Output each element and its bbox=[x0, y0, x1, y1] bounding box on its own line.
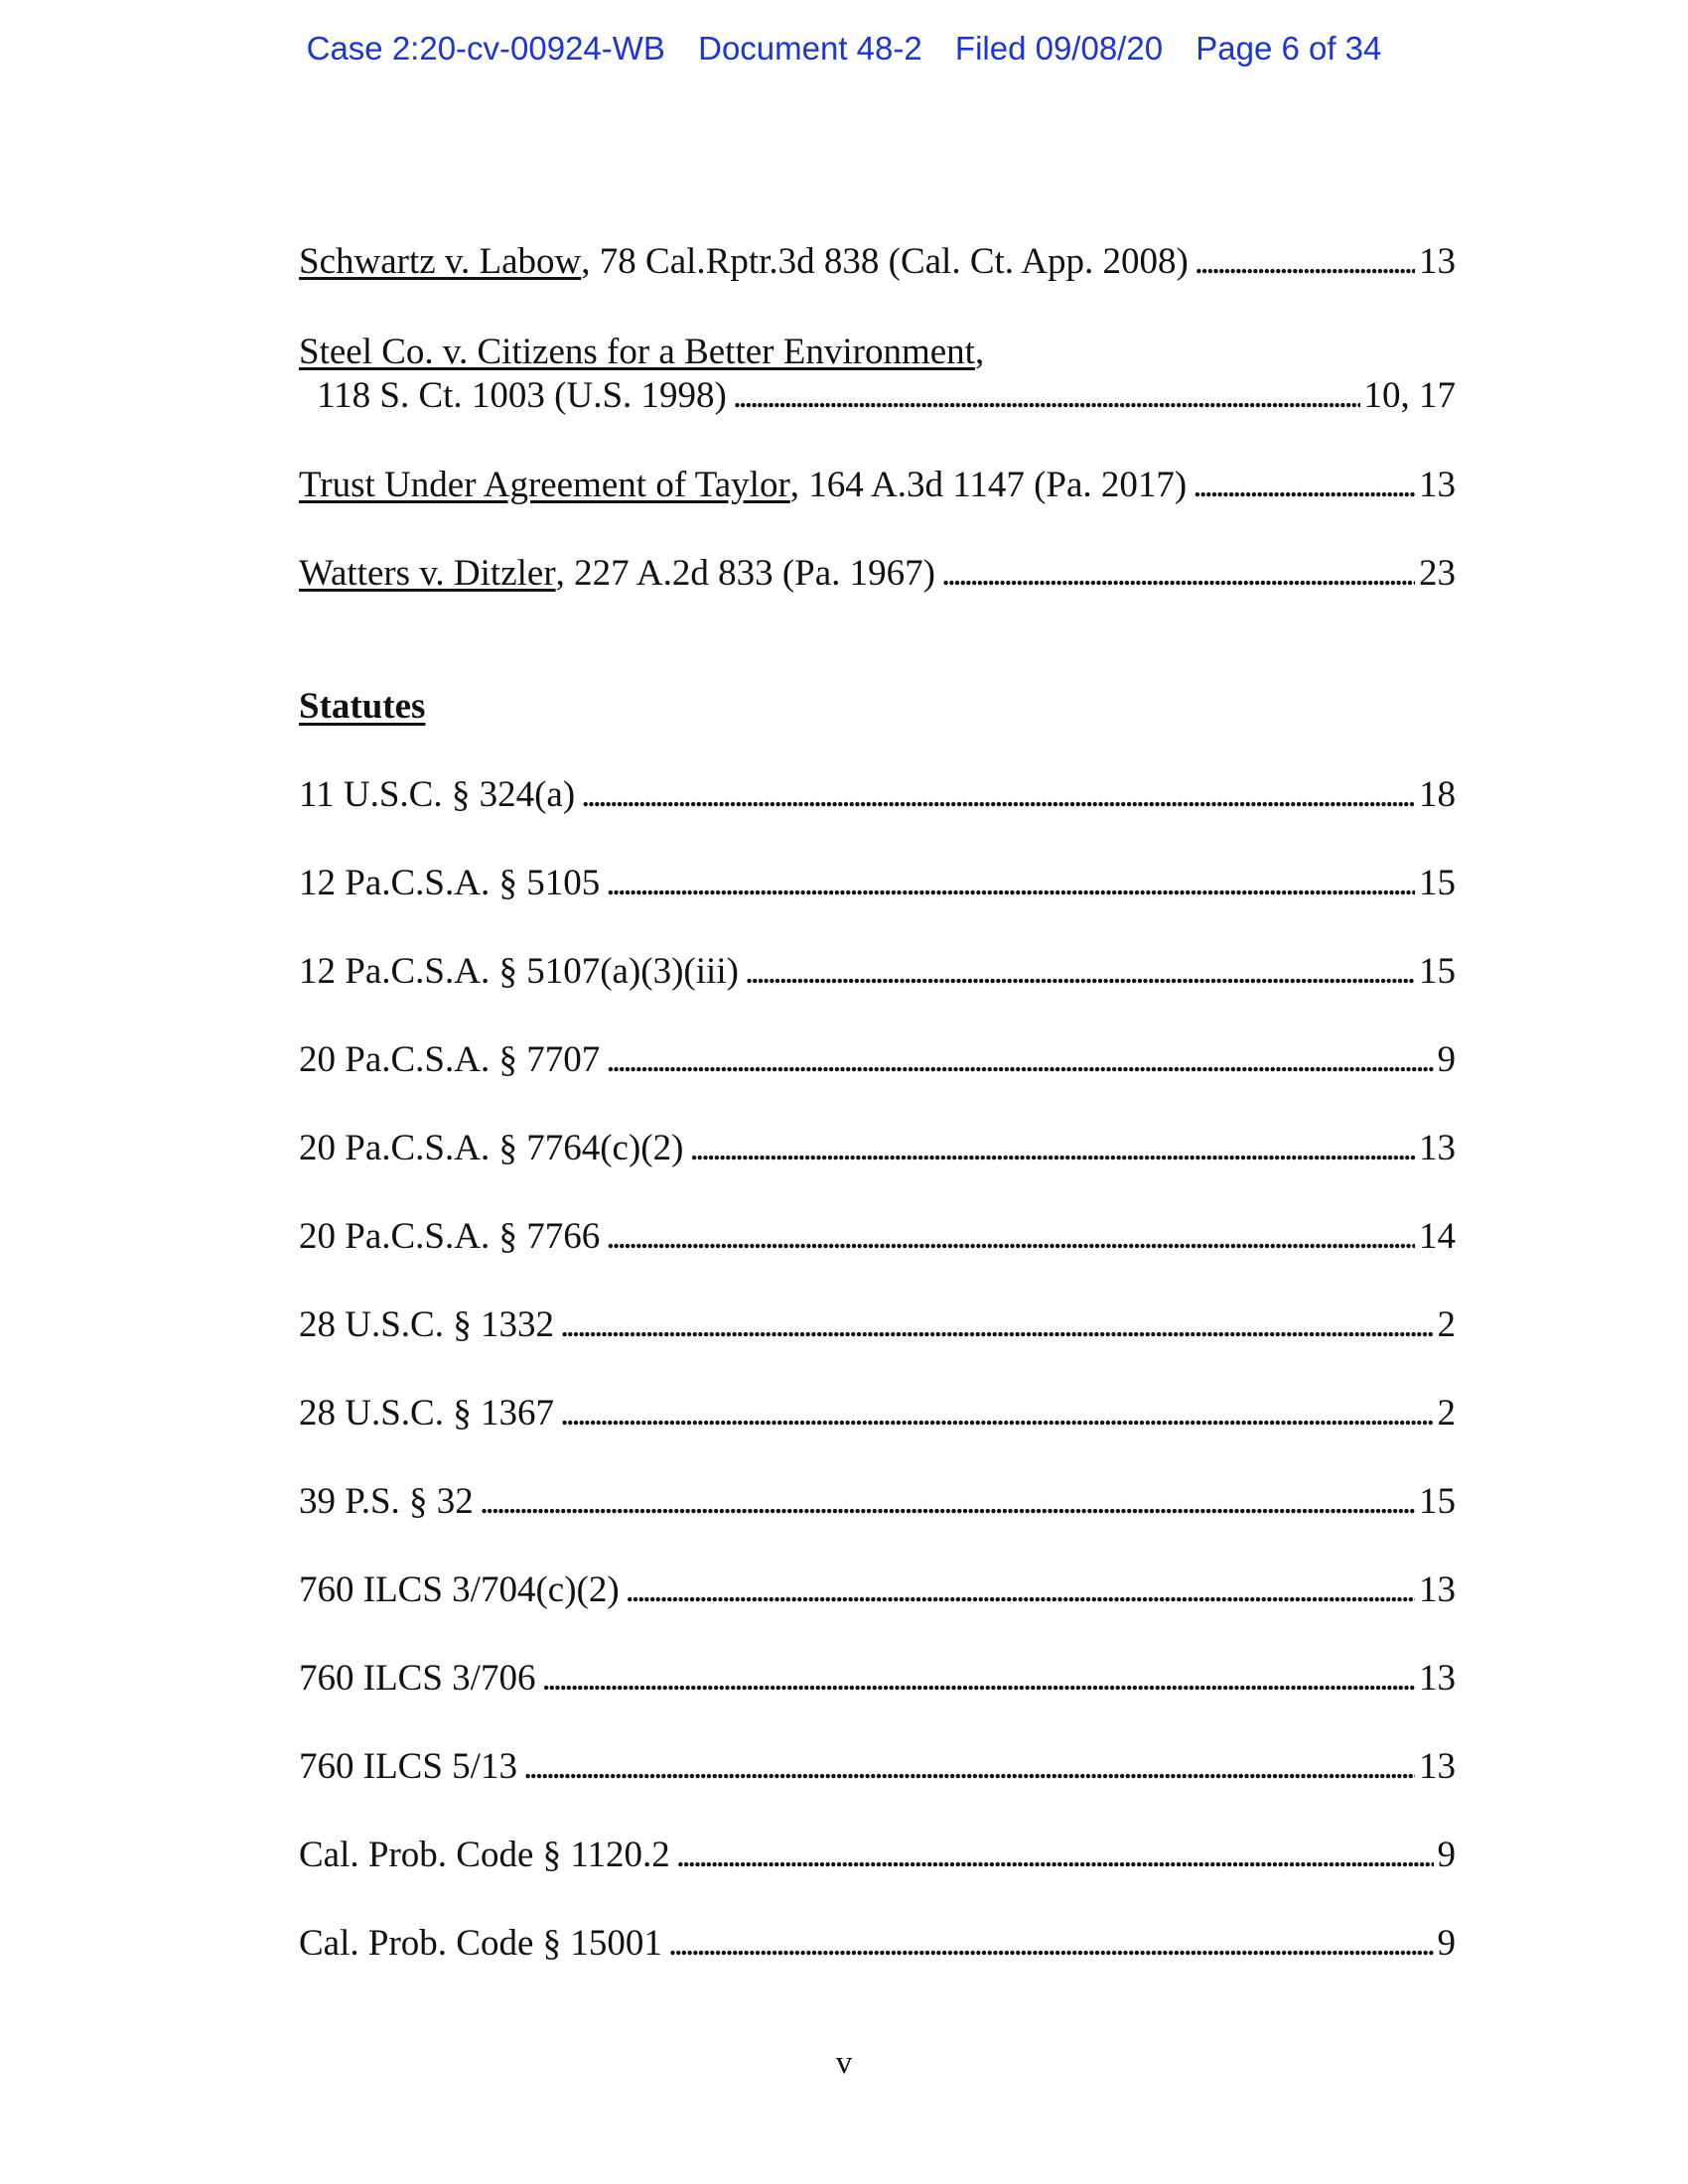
page-reference: 13 bbox=[1419, 1746, 1456, 1787]
statute-entry bbox=[299, 1215, 1456, 1259]
statute-entry bbox=[299, 1922, 1456, 1966]
dot-leader bbox=[523, 1745, 1415, 1789]
dot-leader bbox=[606, 862, 1415, 905]
statutes-heading: Statutes bbox=[299, 686, 426, 727]
dot-leader bbox=[689, 1127, 1415, 1170]
statute-citation: 28 U.S.C. § 1367 bbox=[299, 1393, 554, 1433]
dot-leader bbox=[606, 1215, 1415, 1259]
case-entry bbox=[299, 464, 1456, 507]
statute-entry bbox=[299, 1392, 1456, 1435]
dot-leader bbox=[560, 1392, 1434, 1435]
page-reference: 10, 17 bbox=[1363, 375, 1456, 416]
statute-citation: Cal. Prob. Code § 1120.2 bbox=[299, 1835, 670, 1875]
statute-entry bbox=[299, 1127, 1456, 1170]
page-reference: 9 bbox=[1437, 1923, 1456, 1964]
statute-citation: 760 ILCS 5/13 bbox=[299, 1746, 517, 1787]
case-name: Steel Co. v. Citizens for a Better Environment bbox=[299, 332, 975, 372]
statute-citation: 12 Pa.C.S.A. § 5107(a)(3)(iii) bbox=[299, 951, 739, 992]
statute-citation: 11 U.S.C. § 324(a) bbox=[299, 774, 576, 815]
statute-citation: 760 ILCS 3/706 bbox=[299, 1658, 536, 1699]
dot-leader bbox=[626, 1569, 1415, 1612]
page-reference: 23 bbox=[1419, 553, 1456, 594]
page-reference: 14 bbox=[1419, 1216, 1456, 1257]
statute-entry bbox=[299, 1745, 1456, 1789]
page-reference: 13 bbox=[1419, 1570, 1456, 1610]
page-reference: 15 bbox=[1419, 1481, 1456, 1522]
case-entry bbox=[299, 331, 1456, 418]
filed-date: Filed 09/08/20 bbox=[954, 30, 1164, 67]
statute-entry bbox=[299, 1657, 1456, 1701]
dot-leader bbox=[676, 1834, 1434, 1877]
page-reference: 9 bbox=[1437, 1039, 1456, 1080]
dot-leader bbox=[606, 1038, 1433, 1082]
statute-entry bbox=[299, 1038, 1456, 1082]
dot-leader bbox=[560, 1303, 1434, 1347]
dot-leader bbox=[581, 773, 1415, 817]
page-reference: 2 bbox=[1437, 1304, 1456, 1345]
statute-citation: 20 Pa.C.S.A. § 7707 bbox=[299, 1039, 601, 1080]
statute-citation: 28 U.S.C. § 1332 bbox=[299, 1304, 554, 1345]
statute-entry bbox=[299, 1480, 1456, 1524]
case-name: Watters v. Ditzler bbox=[299, 553, 556, 594]
page-reference: 13 bbox=[1419, 1128, 1456, 1168]
statute-entry bbox=[299, 1834, 1456, 1877]
dot-leader bbox=[745, 950, 1415, 994]
ecf-filing-header bbox=[0, 30, 1688, 68]
dot-leader bbox=[541, 1657, 1415, 1701]
dot-leader bbox=[941, 552, 1415, 596]
statute-citation: Cal. Prob. Code § 15001 bbox=[299, 1923, 662, 1964]
case-citation: , 164 A.3d 1147 (Pa. 2017) bbox=[789, 465, 1188, 505]
page-number: v bbox=[835, 2045, 853, 2081]
statute-entry bbox=[299, 1569, 1456, 1612]
case-citation: , bbox=[974, 332, 985, 372]
page-count: Page 6 of 34 bbox=[1196, 30, 1382, 67]
statute-entry bbox=[299, 862, 1456, 905]
statute-citation: 760 ILCS 3/704(c)(2) bbox=[299, 1570, 620, 1610]
document-number: Document 48-2 bbox=[698, 30, 922, 67]
dot-leader bbox=[668, 1922, 1434, 1966]
page-reference: 15 bbox=[1419, 951, 1456, 992]
statute-citation: 12 Pa.C.S.A. § 5105 bbox=[299, 863, 601, 903]
case-citation: , 227 A.2d 833 (Pa. 1967) bbox=[555, 553, 935, 594]
statute-citation: 20 Pa.C.S.A. § 7766 bbox=[299, 1216, 601, 1257]
dot-leader bbox=[1195, 240, 1415, 284]
page-reference: 9 bbox=[1437, 1835, 1456, 1875]
statute-entry bbox=[299, 773, 1456, 817]
case-number: Case 2:20-cv-00924-WB bbox=[306, 30, 665, 67]
case-entry bbox=[299, 552, 1456, 596]
statute-citation: 20 Pa.C.S.A. § 7764(c)(2) bbox=[299, 1128, 684, 1168]
page-reference: 13 bbox=[1419, 241, 1456, 282]
case-citation: , 78 Cal.Rptr.3d 838 (Cal. Ct. App. 2008) bbox=[581, 241, 1189, 282]
dot-leader bbox=[733, 374, 1360, 418]
statute-entry bbox=[299, 950, 1456, 994]
case-entry bbox=[299, 240, 1456, 284]
dot-leader bbox=[1193, 464, 1415, 507]
page-reference: 15 bbox=[1419, 863, 1456, 903]
case-citation-continued: 118 S. Ct. 1003 (U.S. 1998) bbox=[317, 375, 727, 416]
statute-citation: 39 P.S. § 32 bbox=[299, 1481, 474, 1522]
statute-entry bbox=[299, 1303, 1456, 1347]
case-name: Trust Under Agreement of Taylor bbox=[299, 465, 790, 505]
page-reference: 13 bbox=[1419, 1658, 1456, 1699]
dot-leader bbox=[480, 1480, 1415, 1524]
page-reference: 13 bbox=[1419, 465, 1456, 505]
case-name: Schwartz v. Labow bbox=[299, 241, 582, 282]
page-reference: 2 bbox=[1437, 1393, 1456, 1433]
page-reference: 18 bbox=[1419, 774, 1456, 815]
